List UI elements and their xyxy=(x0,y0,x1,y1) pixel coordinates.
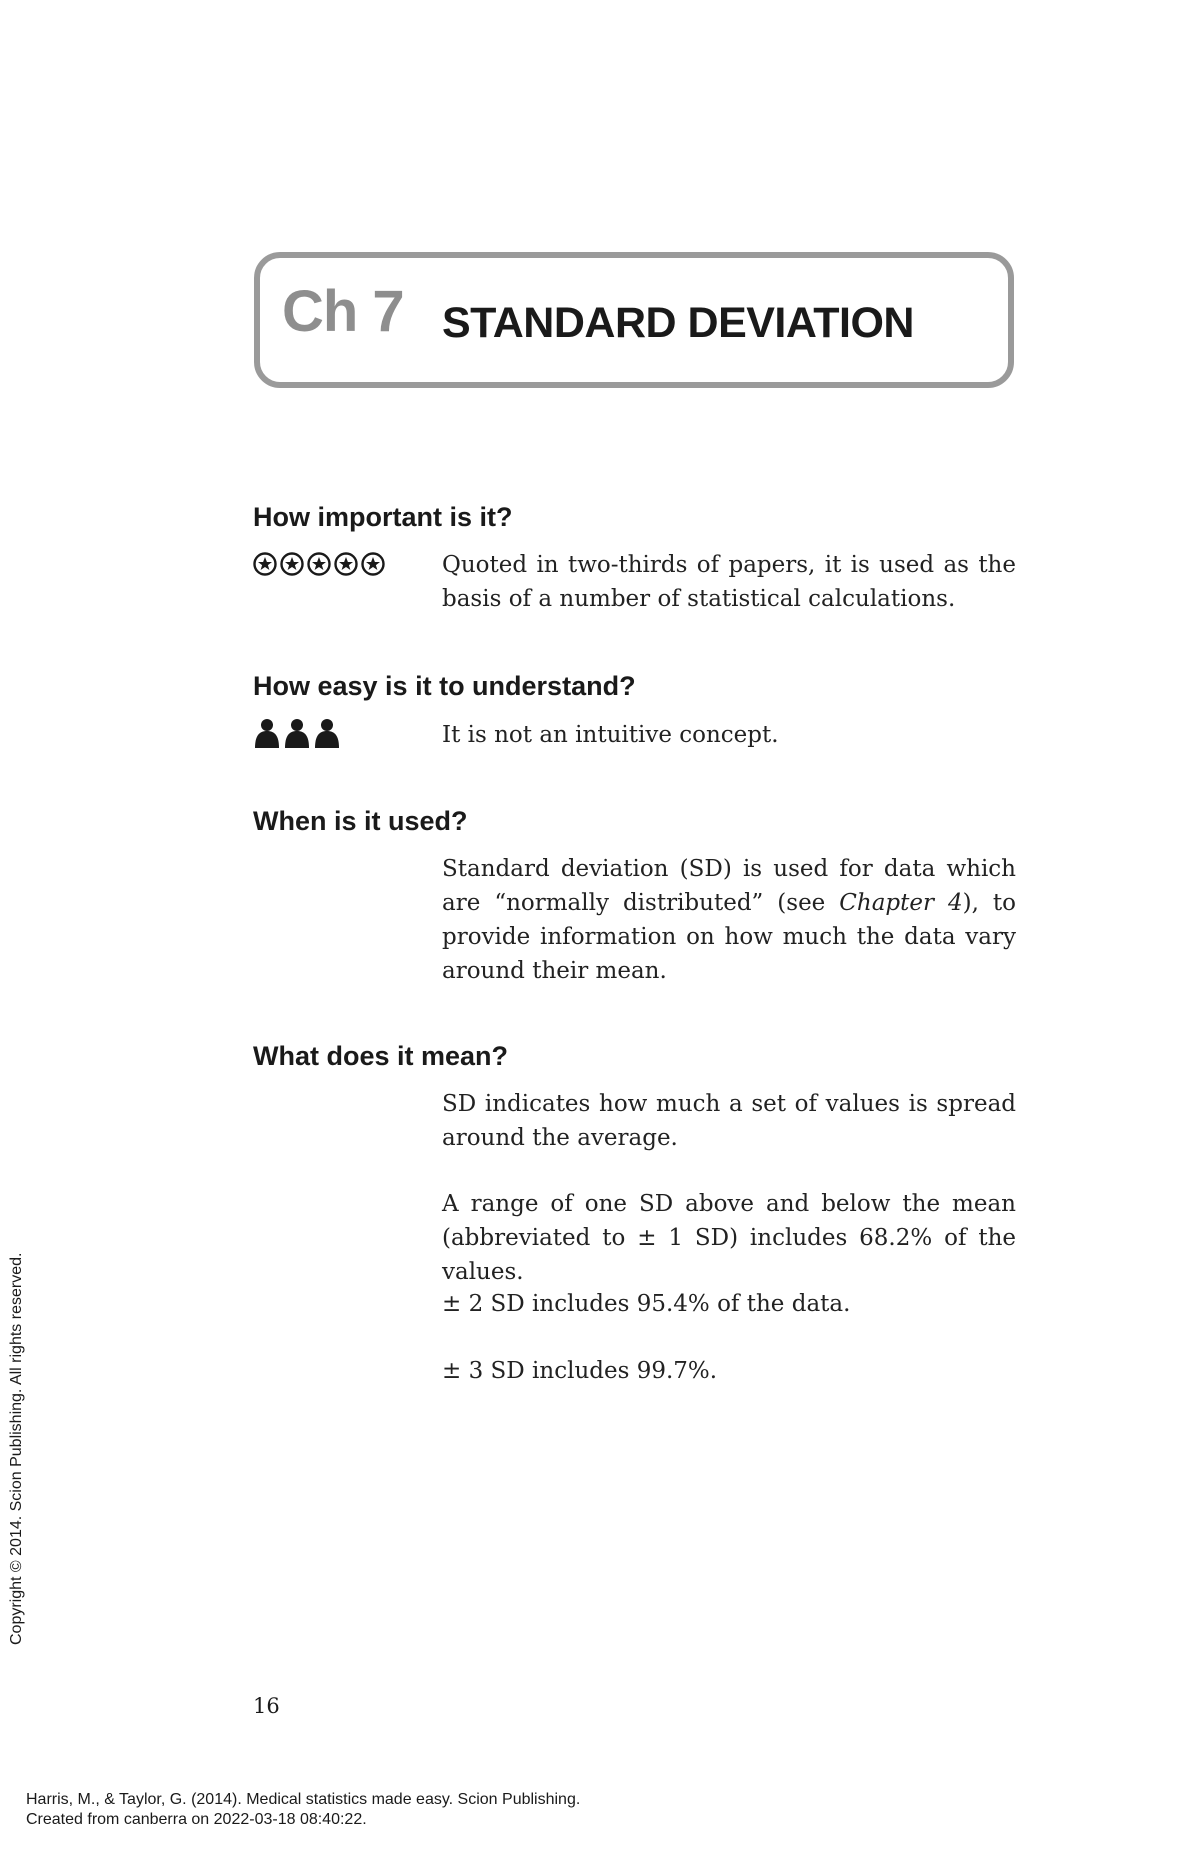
chapter-reference: Chapter 4 xyxy=(839,890,963,916)
usage-text-after: ), to provide information on how much the data vary around their mean. xyxy=(442,890,1016,984)
meaning-paragraph: A range of one SD above and below the mean (abbreviated to ± 1 SD) includes 68.2% of the values. xyxy=(442,1191,1016,1285)
meaning-heading: What does it mean? xyxy=(253,1041,509,1071)
ease-rating xyxy=(253,718,341,748)
head-icon xyxy=(313,718,341,748)
citation-line: Harris, M., & Taylor, G. (2014). Medical statistics made easy. Scion Publishing. xyxy=(26,1791,581,1808)
meaning-paragraph: ± 2 SD includes 95.4% of the data. xyxy=(442,1291,851,1317)
meaning-paragraph: ± 3 SD includes 99.7%. xyxy=(442,1358,718,1384)
usage-text xyxy=(442,852,1016,988)
copyright-notice: Copyright © 2014. Scion Publishing. All rights reserved. xyxy=(8,1252,25,1645)
meaning-paragraph-2-block xyxy=(442,1187,1016,1289)
meaning-paragraph-1-block xyxy=(442,1087,1016,1155)
page-number: 16 xyxy=(253,1694,280,1718)
star-circle-icon xyxy=(253,552,277,576)
star-circle-icon xyxy=(361,552,385,576)
star-circle-icon xyxy=(307,552,331,576)
created-line: Created from canberra on 2022-03-18 08:40:22. xyxy=(26,1811,367,1828)
ease-text xyxy=(442,718,1016,752)
star-circle-icon xyxy=(280,552,304,576)
head-icon xyxy=(283,718,311,748)
chapter-title: STANDARD DEVIATION xyxy=(442,299,914,347)
importance-paragraph: Quoted in two-thirds of papers, it is used as the basis of a number of statistical calculations. xyxy=(442,552,1016,612)
star-circle-icon xyxy=(334,552,358,576)
usage-text-before: Standard deviation (SD) is used for data which are “normally distributed” (see xyxy=(442,856,1016,916)
usage-heading: When is it used? xyxy=(253,806,468,836)
importance-text xyxy=(442,548,1016,616)
footer-citation xyxy=(26,1790,580,1830)
head-icon xyxy=(253,718,281,748)
meaning-paragraph-4-block xyxy=(442,1354,1016,1388)
usage-paragraph xyxy=(442,852,1016,988)
chapter-number: Ch 7 xyxy=(282,279,404,344)
ease-paragraph: It is not an intuitive concept. xyxy=(442,722,779,748)
ease-heading: How easy is it to understand? xyxy=(253,671,636,701)
meaning-paragraph-3-block xyxy=(442,1287,1016,1321)
importance-rating xyxy=(253,552,385,576)
importance-heading: How important is it? xyxy=(253,502,513,532)
meaning-paragraph: SD indicates how much a set of values is spread around the average. xyxy=(442,1091,1016,1151)
